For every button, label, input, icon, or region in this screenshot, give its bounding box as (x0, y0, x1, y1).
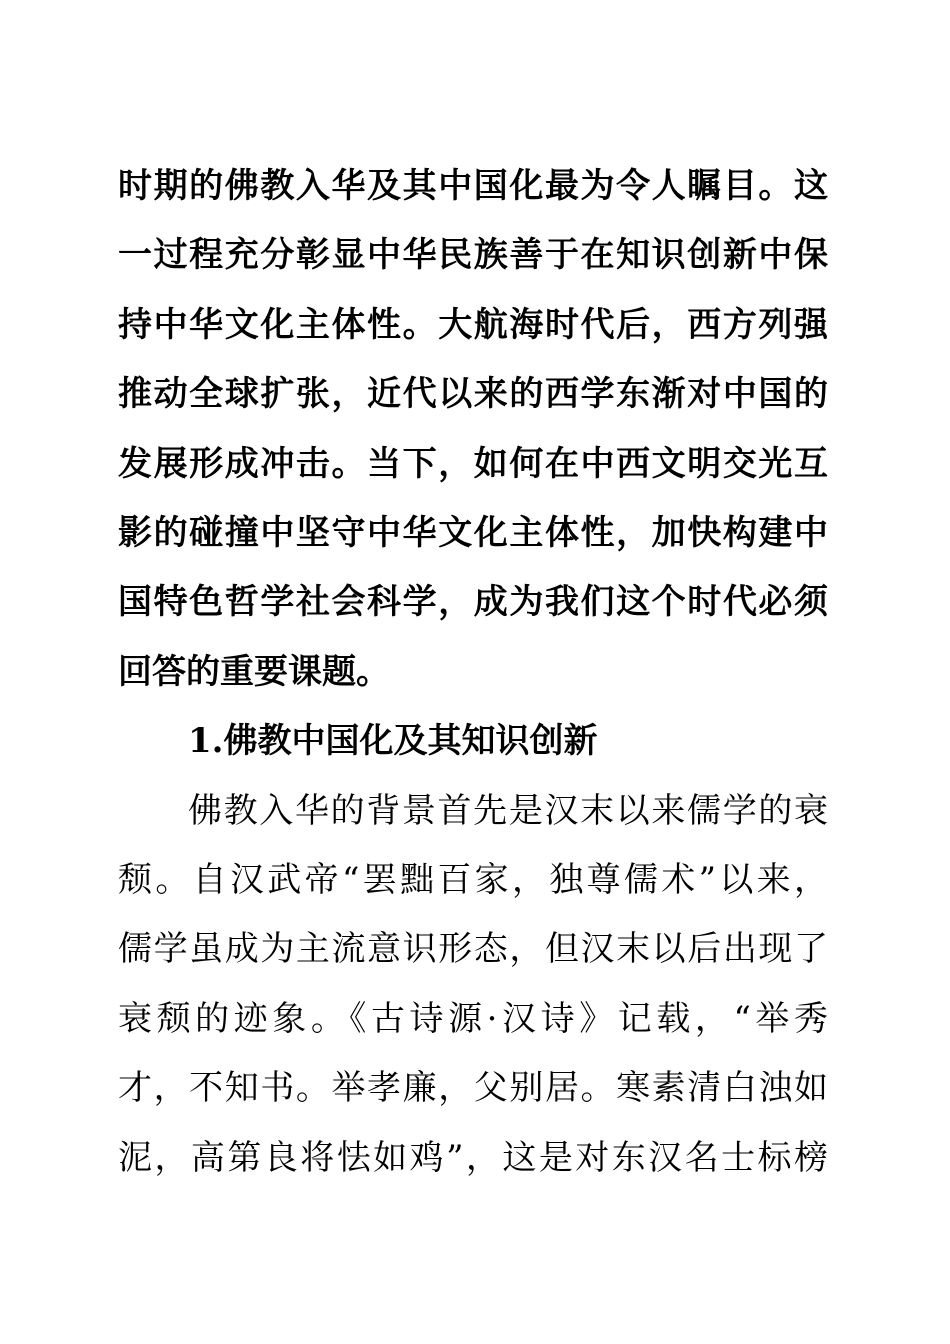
paragraph2-line: 佛教入华的背景首先是汉末以来儒学的衰 (188, 791, 828, 831)
paragraph1-line: 一过程充分彰显中华民族善于在知识创新中保 (118, 235, 828, 275)
paragraph1-line: 国特色哲学社会科学，成为我们这个时代必须 (118, 582, 828, 622)
paragraph2-line: 衰颓的迹象。《古诗源·汉诗》记载，“举秀 (118, 999, 828, 1039)
paragraph2-line: 儒学虽成为主流意识形态，但汉末以后出现了 (118, 929, 828, 969)
paragraph1-line: 影的碰撞中坚守中华文化主体性，加快构建中 (118, 513, 828, 553)
section-heading: 1.佛教中国化及其知识创新 (188, 721, 598, 761)
paragraph1-line: 发展形成冲击。当下，如何在中西文明交光互 (118, 444, 828, 484)
paragraph1-line: 时期的佛教入华及其中国化最为令人瞩目。这 (118, 166, 828, 206)
paragraph1-line: 回答的重要课题。 (118, 652, 390, 692)
paragraph2-line: 泥，高第良将怯如鸡”，这是对东汉名士标榜 (118, 1138, 828, 1178)
paragraph2-line: 才，不知书。举孝廉，父别居。寒素清白浊如 (118, 1068, 828, 1108)
paragraph1-line: 推动全球扩张，近代以来的西学东渐对中国的 (118, 374, 828, 414)
paragraph1-line: 持中华文化主体性。大航海时代后，西方列强 (118, 305, 828, 345)
paragraph2-line: 颓。自汉武帝“罢黜百家，独尊儒术”以来， (118, 860, 828, 900)
